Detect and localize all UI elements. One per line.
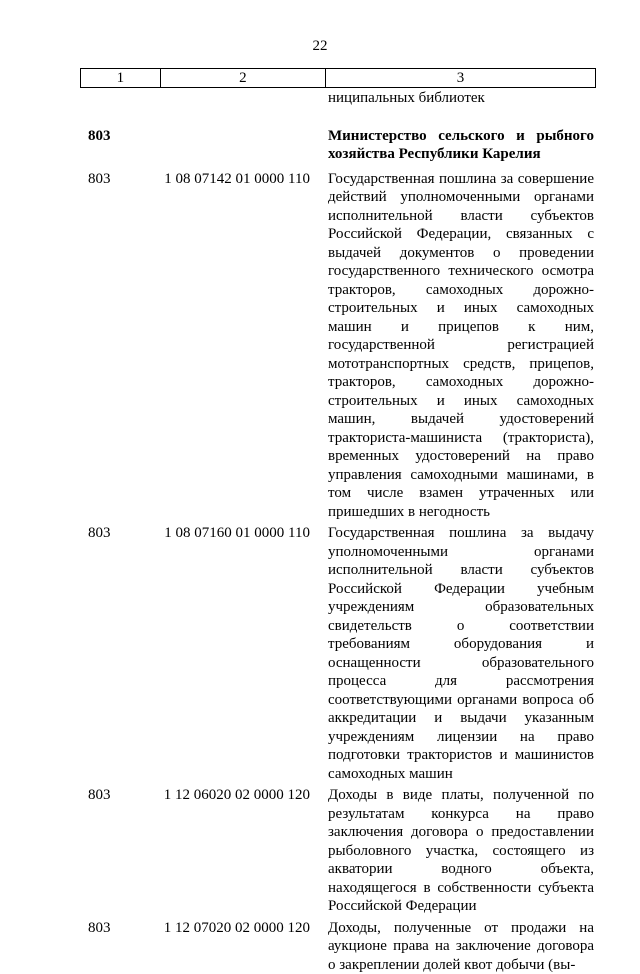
- description-cell: Доходы, полученные от продажи на аукционе права на заключение договора о закреплении долей квот добычи (вы-: [326, 919, 596, 974]
- continuation-row: [80, 89, 596, 108]
- admin-code-cell: 803: [80, 524, 160, 783]
- admin-code-cell: 803: [80, 919, 160, 974]
- continuation-text: ниципальных библиотек: [326, 89, 596, 108]
- kbk-code-cell: 1 08 07160 01 0000 110: [160, 524, 326, 783]
- column-header-1: 1: [81, 69, 161, 87]
- table-row: [80, 919, 596, 974]
- table-row: [80, 786, 596, 916]
- table-row: [80, 127, 596, 164]
- admin-code-cell: 803: [80, 170, 160, 522]
- table-body: [80, 127, 596, 974]
- revenue-table: [80, 68, 596, 974]
- table-header-row: [80, 68, 596, 88]
- description-cell: Государственная пошлина за совершение действий уполномоченными органами исполнительной власти субъектов Российской Федерации, связанных с выдачей документов о проведении государственного технического осмотра тракторов, самоходных дорожно-строительных и иных самоходных машин и прицепов к ним, государственной регистрацией мототранспортных средств, прицепов, тракторов, самоходных дорожно-строительных и иных самоходных машин, выдачей удостоверений тракториста-машиниста (тракториста), временных удостоверений на право управления самоходными машинами, в том числе взамен утраченных или пришедших в негодность: [326, 170, 596, 522]
- admin-code-cell: 803: [80, 127, 160, 164]
- kbk-code-cell: 1 12 06020 02 0000 120: [160, 786, 326, 916]
- description-cell: Доходы в виде платы, полученной по результатам конкурса на право заключения договора о предоставлении рыболовного участка, состоящего из акватории водного объекта, находящегося в собственности субъекта Российской Федерации: [326, 786, 596, 916]
- kbk-code-cell: 1 12 07020 02 0000 120: [160, 919, 326, 974]
- table-row: [80, 170, 596, 522]
- column-header-3: 3: [326, 69, 595, 87]
- table-row: [80, 524, 596, 783]
- admin-code-cell: 803: [80, 786, 160, 916]
- kbk-code-cell: 1 08 07142 01 0000 110: [160, 170, 326, 522]
- column-header-2: 2: [161, 69, 326, 87]
- description-cell: Министерство сельского и рыбного хозяйства Республики Карелия: [326, 127, 596, 164]
- page-number: 22: [0, 38, 640, 55]
- kbk-code-cell: [160, 127, 326, 164]
- description-cell: Государственная пошлина за выдачу уполномоченными органами исполнительной власти субъектов Российской Федерации учебным учреждениям образовательных свидетельств о соответствии требованиям оборудования и оснащенности образовательного процесса для рассмотрения соответствующими органами вопроса об аккредитации и выдачи указанным учреждениям лицензии на право подготовки трактористов и машинистов самоходных машин: [326, 524, 596, 783]
